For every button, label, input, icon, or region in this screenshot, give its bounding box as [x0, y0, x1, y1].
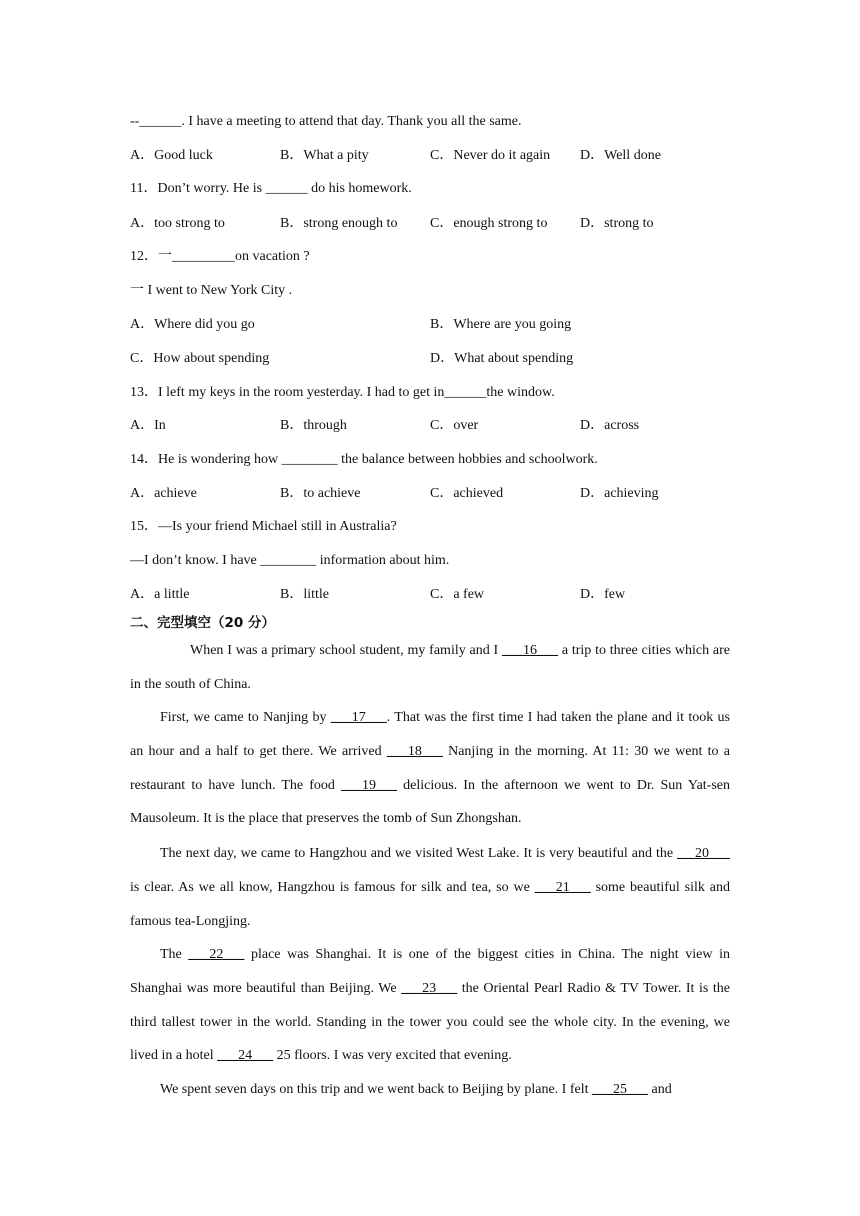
- q15-reply: —I don’t know. I have ________ information about him.: [130, 553, 450, 568]
- p4-text-2: place was Shanghai. It is one of the biggest cities in China. The night view in Shanghai was more beautiful than Beijing. We: [130, 947, 730, 996]
- p5-text-1: We spent seven days on this trip and we went back to Beijing by plane. I felt: [160, 1082, 592, 1097]
- q13-option-a: A．In: [130, 418, 166, 433]
- p2-text-4: delicious. In the afternoon we went to Dr. Sun Yat-sen Mausoleum. It is the place that preserves the tomb of Sun Zhongshan.: [130, 777, 730, 827]
- q11-option-d: D．strong to: [580, 216, 654, 231]
- q13-option-c: C．over: [430, 418, 479, 433]
- q14-option-b: B．to achieve: [280, 486, 361, 501]
- q14-stem: 14．He is wondering how ________ the balance between hobbies and schoolwork.: [130, 452, 598, 467]
- passage-paragraph-4: [130, 938, 730, 1073]
- p2-text-2: . That was the first time I had taken the plane and it took us an hour and a half to get there. We arrived: [130, 710, 730, 759]
- p1-text-2: a trip to three cities which are in the south of China.: [130, 643, 730, 692]
- q15-option-d: D．few: [580, 587, 626, 602]
- blank-22: ___22___: [188, 947, 245, 962]
- q12-option-d: D．What about spending: [430, 351, 574, 366]
- q11-option-a: A．too strong to: [130, 216, 225, 231]
- p5-text-2: and: [648, 1082, 672, 1097]
- q10-stem: --______. I have a meeting to attend that day. Thank you all the same.: [130, 114, 522, 129]
- p2-text-1: First, we came to Nanjing by: [160, 710, 331, 725]
- q12-reply: 一 I went to New York City .: [130, 283, 293, 298]
- blank-25: ___25___: [592, 1082, 648, 1097]
- passage-paragraph-5: [130, 1073, 730, 1107]
- q12-option-b: B．Where are you going: [430, 317, 572, 332]
- passage-paragraph-1: [130, 634, 730, 702]
- blank-17: ___17___: [330, 710, 387, 725]
- p3-text-1: The next day, we came to Hangzhou and we visited West Lake. It is very beautiful and the: [160, 846, 678, 861]
- q10-option-b: B．What a pity: [280, 148, 369, 163]
- p4-text-1: The: [160, 947, 189, 962]
- q12-stem: 12．一_________on vacation ?: [130, 249, 310, 264]
- p4-text-4: 25 floors. I was very excited that evening.: [273, 1048, 512, 1064]
- blank-24: ___24___: [217, 1048, 274, 1064]
- q12-option-a: A．Where did you go: [130, 317, 255, 332]
- blank-16: ___16___: [502, 643, 559, 658]
- q14-option-c: C．achieved: [430, 486, 504, 501]
- p4-text-3: the Oriental Pearl Radio & TV Tower. It is the third tallest tower in the world. Standing in the tower you could see the whole city. In the evening, we lived in a hotel: [130, 980, 730, 1064]
- q11-stem: 11．Don’t worry. He is ______ do his homework.: [130, 181, 412, 196]
- blank-19: ___19___: [341, 777, 398, 793]
- q13-option-b: B．through: [280, 418, 347, 433]
- p3-text-2: is clear. As we all know, Hangzhou is famous for silk and tea, so we: [130, 879, 535, 895]
- blank-18: ___18___: [386, 743, 443, 759]
- passage-paragraph-3: [130, 837, 730, 938]
- p1-text-1: When I was a primary school student, my family and I: [190, 643, 503, 658]
- p3-text-3: some beautiful silk and famous tea-Longjing.: [130, 879, 730, 929]
- p2-text-3: Nanjing in the morning. At 11: 30 we went to a restaurant to have lunch. The food: [130, 743, 730, 793]
- q10-option-a: A．Good luck: [130, 148, 213, 163]
- q14-option-a: A．achieve: [130, 486, 197, 501]
- q13-option-d: D．across: [580, 418, 640, 433]
- q13-stem: 13．I left my keys in the room yesterday. I had to get in______the window.: [130, 385, 555, 400]
- section-heading: 二、完型填空（20 分）: [130, 615, 275, 631]
- blank-23: ___23___: [401, 980, 458, 996]
- q15-stem: 15．—Is your friend Michael still in Australia?: [130, 519, 397, 534]
- passage-paragraph-2: [130, 701, 730, 836]
- q11-option-c: C．enough strong to: [430, 216, 548, 231]
- q15-option-b: B．little: [280, 587, 329, 602]
- blank-21: ___21___: [534, 879, 591, 895]
- q11-option-b: B．strong enough to: [280, 216, 398, 231]
- q10-option-c: C．Never do it again: [430, 148, 551, 163]
- q15-option-c: C．a few: [430, 587, 485, 602]
- q12-option-c: C．How about spending: [130, 351, 270, 366]
- q14-option-d: D．achieving: [580, 486, 659, 501]
- q10-option-d: D．Well done: [580, 148, 661, 163]
- blank-20: __ 20___: [677, 846, 731, 861]
- q15-option-a: A．a little: [130, 587, 190, 602]
